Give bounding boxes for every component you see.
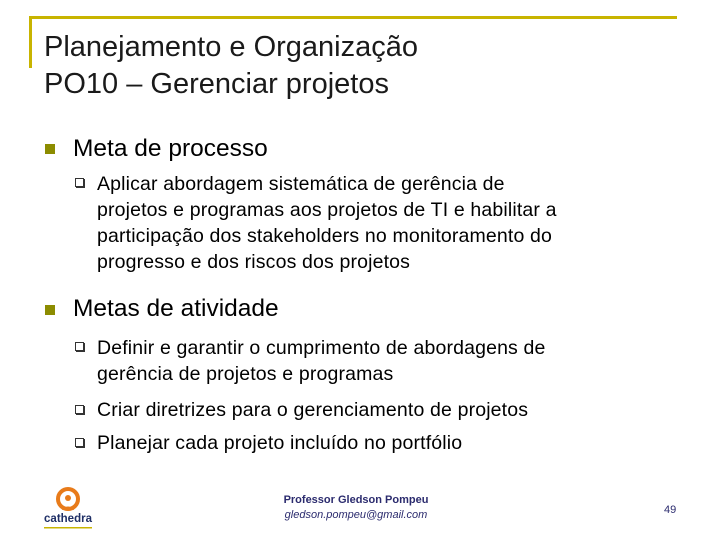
- title-frame-top-rule: [29, 16, 677, 19]
- bullet-line: Planejar cada projeto incluído no portfólio: [97, 432, 463, 454]
- title-frame-left-rule: [29, 16, 32, 68]
- bullet-line: participação dos stakeholders no monitoramento do: [97, 225, 553, 247]
- bullet-text-aplicar: [97, 171, 557, 275]
- square-bullet-icon: [45, 305, 55, 315]
- section-heading-metas-atividade: Metas de atividade: [73, 295, 279, 322]
- section-heading-meta-processo: Meta de processo: [73, 135, 268, 162]
- logo-wordmark: cathedra: [44, 513, 92, 525]
- bullet-line: progresso e dos riscos dos projetos: [97, 251, 411, 273]
- bullet-text-definir: [97, 335, 546, 387]
- footer-credits: [256, 493, 456, 523]
- title-line-2: PO10 – Gerenciar projetos: [44, 68, 389, 100]
- bullet-text-planejar: [97, 430, 462, 456]
- bullet-line: gerência de projetos e programas: [97, 363, 394, 385]
- checkbox-bullet-icon: [75, 178, 84, 187]
- bullet-line: Aplicar abordagem sistemática de gerência de: [97, 173, 505, 195]
- bullet-line: Definir e garantir o cumprimento de abordagens de: [97, 337, 546, 359]
- title-line-1: Planejamento e Organização: [44, 31, 419, 63]
- author-email: gledson.pompeu@gmail.com: [284, 509, 428, 521]
- square-bullet-icon: [45, 144, 55, 154]
- bullet-text-criar: [97, 397, 528, 423]
- slide-title: [44, 29, 418, 103]
- bullet-line: projetos e programas aos projetos de TI e habilitar a: [97, 199, 557, 221]
- page-number: 49: [664, 504, 677, 516]
- checkbox-bullet-icon: [75, 405, 84, 414]
- cathedra-logo: [38, 486, 98, 532]
- checkbox-bullet-icon: [75, 342, 84, 351]
- author-name: Professor Gledson Pompeu: [283, 494, 429, 506]
- checkbox-bullet-icon: [75, 438, 84, 447]
- bullet-line: Criar diretrizes para o gerenciamento de projetos: [97, 399, 529, 421]
